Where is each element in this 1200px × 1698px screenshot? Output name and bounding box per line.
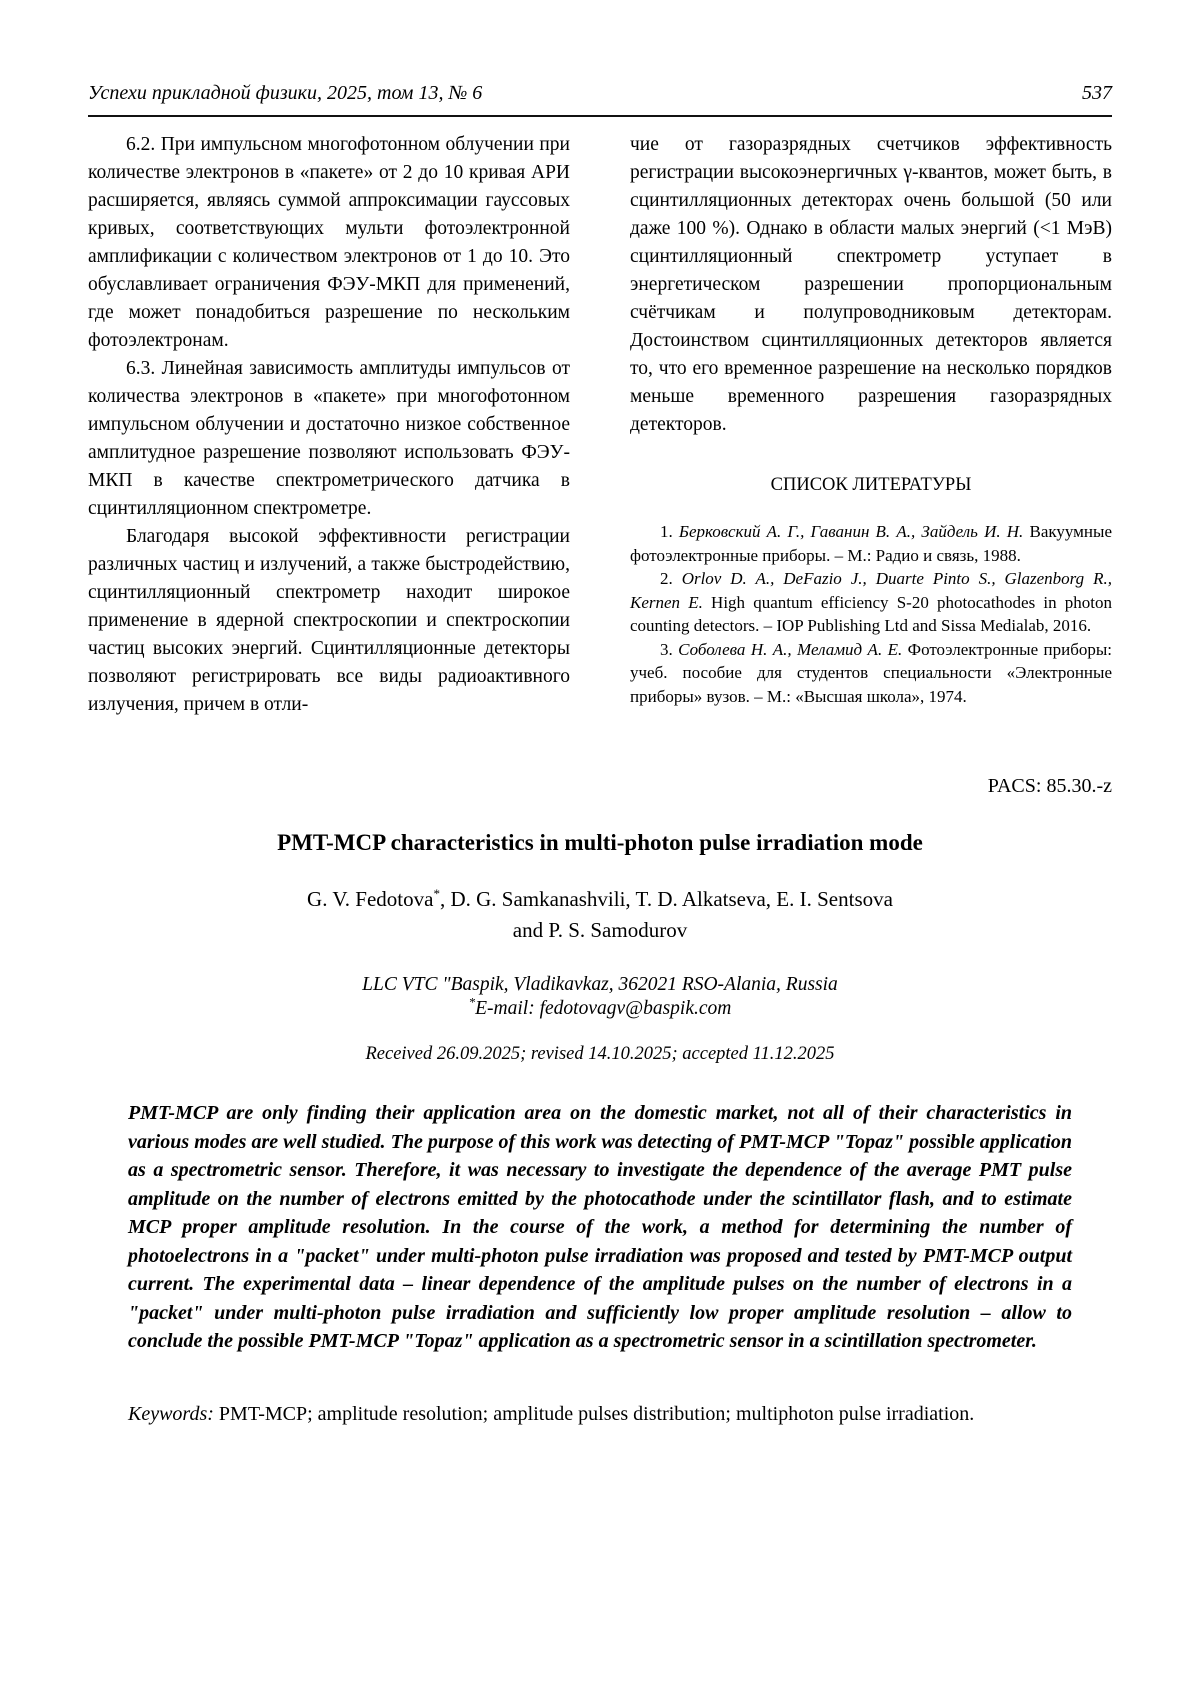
email-line bbox=[88, 994, 1112, 1020]
email-text: E-mail: fedotovagv@baspik.com bbox=[475, 998, 732, 1019]
reference-authors: Берковский А. Г., Гаванин В. А., Зайдель И. Н. bbox=[678, 522, 1024, 541]
author-fedotova: G. V. Fedotova bbox=[307, 887, 434, 911]
reference-number: 3. bbox=[660, 639, 673, 659]
pacs-code: PACS: 85.30.-z bbox=[987, 775, 1112, 797]
reference-item-1 bbox=[630, 520, 1112, 567]
references-heading: СПИСОК ЛИТЕРАТУРЫ bbox=[770, 475, 972, 495]
right-column bbox=[630, 131, 1112, 719]
paragraph-6-3: 6.3. Линейная зависимость амплитуды импульсов от количества электронов в «пакете» при многофотонном импульсном облучении и достаточно низкое собственное амплитудное разрешение позволяют использовать ФЭУ-МКП в качестве спектрометрического датчика в сцинтилляционном спектрометре. bbox=[88, 358, 570, 519]
two-column-body bbox=[88, 131, 1112, 719]
reference-number: 1. bbox=[660, 522, 673, 541]
journal-title: Успехи прикладной физики, 2025, том 13, № 6 bbox=[88, 82, 483, 104]
keywords bbox=[128, 1400, 1072, 1428]
affiliation: LLC VTC "Baspik, Vladikavkaz, 362021 RSO-Alania, Russia bbox=[362, 974, 838, 995]
keywords-text: PMT-MCP; amplitude resolution; amplitude pulses distribution; multiphoton pulse irradiation. bbox=[213, 1402, 975, 1425]
keywords-label: Keywords: bbox=[128, 1402, 214, 1425]
article-title: PMT-MCP characteristics in multi-photon pulse irradiation mode bbox=[277, 830, 923, 855]
abstract: PMT-MCP are only finding their application area on the domestic market, not all of their characteristics in various modes are well studied. The purpose of this work was detecting of PMT-MCP "Topaz" possible application as a spectrometric sensor. Therefore, it was necessary to investigate the dependence of the average PMT pulse amplitude on the number of electrons emitted by the photocathode under the scintillator flash, and to estimate MCP proper amplitude resolution. In the course of the work, a method for determining the number of photoelectrons in a "packet" under multi-photon pulse irradiation was proposed and tested by PMT-MCP output current. The experimental data – linear dependence of the amplitude pulses on the number of electrons in a "packet" under multi-photon pulse irradiation and sufficiently low proper amplitude resolution – allow to conclude the possible PMT-MCP "Topaz" application as a spectrometric sensor in a scintillation spectrometer. bbox=[128, 1102, 1072, 1352]
authors-block bbox=[88, 884, 1112, 946]
received-line: Received 26.09.2025; revised 14.10.2025; accepted 11.12.2025 bbox=[365, 1044, 835, 1064]
reference-text: Вакуумные фотоэлектронные приборы. – М.: Радио и связь, 1988. bbox=[630, 522, 1112, 565]
reference-item-3 bbox=[630, 638, 1112, 709]
paragraph-continuation: чие от газоразрядных счетчиков эффективность регистрации высокоэнергичных γ-квантов, может быть, в сцинтилляционных детекторах очень большой (50 или даже 100 %). Однако в области малых энергий (<1 МэВ) сцинтилляционный спектрометр уступает в энергетическом разрешении пропорциональным счётчикам и полупроводниковым детекторам. Достоинством сцинтилляционных детекторов является то, что его временное разрешение на несколько порядков меньше временного разрешения газоразрядных детекторов. bbox=[630, 134, 1112, 435]
reference-authors: Orlov D. A., DeFazio J., Duarte Pinto S., Glazenborg R., Kernen E. bbox=[630, 569, 1112, 612]
reference-authors: Соболева Н. А., Меламид А. Е. bbox=[678, 639, 903, 659]
reference-text: Фотоэлектронные приборы: учеб. пособие для студентов специальности «Электронные приборы» вузов. – М.: «Высшая школа», 1974. bbox=[630, 639, 1113, 706]
reference-number: 2. bbox=[660, 569, 673, 588]
left-column bbox=[88, 131, 570, 719]
authors-line-2: and P. S. Samodurov bbox=[512, 918, 688, 942]
authors-rest: , D. G. Samkanashvili, T. D. Alkatseva, E. I. Sentsova bbox=[439, 887, 893, 911]
running-header bbox=[88, 82, 1112, 105]
reference-item-2 bbox=[630, 567, 1112, 638]
authors-line-1 bbox=[88, 884, 1112, 915]
author-asterisk: * bbox=[433, 886, 440, 901]
paragraph-6-2: 6.2. При импульсном многофотонном облучении при количестве электронов в «пакете» от 2 до 10 кривая АРИ расширяется, являясь суммой аппроксимации гауссовых кривых, соответствующих мульти фотоэлектронной амплификации с количеством электронов от 1 до 10. Это обуславливает ограничения ФЭУ-МКП для применений, где может понадобиться разрешение по нескольким фотоэлектронам. bbox=[88, 134, 570, 351]
header-rule bbox=[88, 115, 1112, 117]
page-number: 537 bbox=[1082, 82, 1112, 104]
reference-text: High quantum efficiency S-20 photocathodes in photon counting detectors. – IOP Publishing Ltd and Sissa Medialab, 2016. bbox=[630, 592, 1112, 635]
email-asterisk: * bbox=[468, 994, 476, 1010]
paragraph-scintillation: Благодаря высокой эффективности регистрации различных частиц и излучений, а также быстродействию, сцинтилляционный спектрометр находит широкое применение в ядерной спектроскопии и спектроскопии частиц высоких энергий. Сцинтилляционные детекторы позволяют регистрировать все виды радиоактивного излучения, причем в отли- bbox=[88, 526, 570, 715]
